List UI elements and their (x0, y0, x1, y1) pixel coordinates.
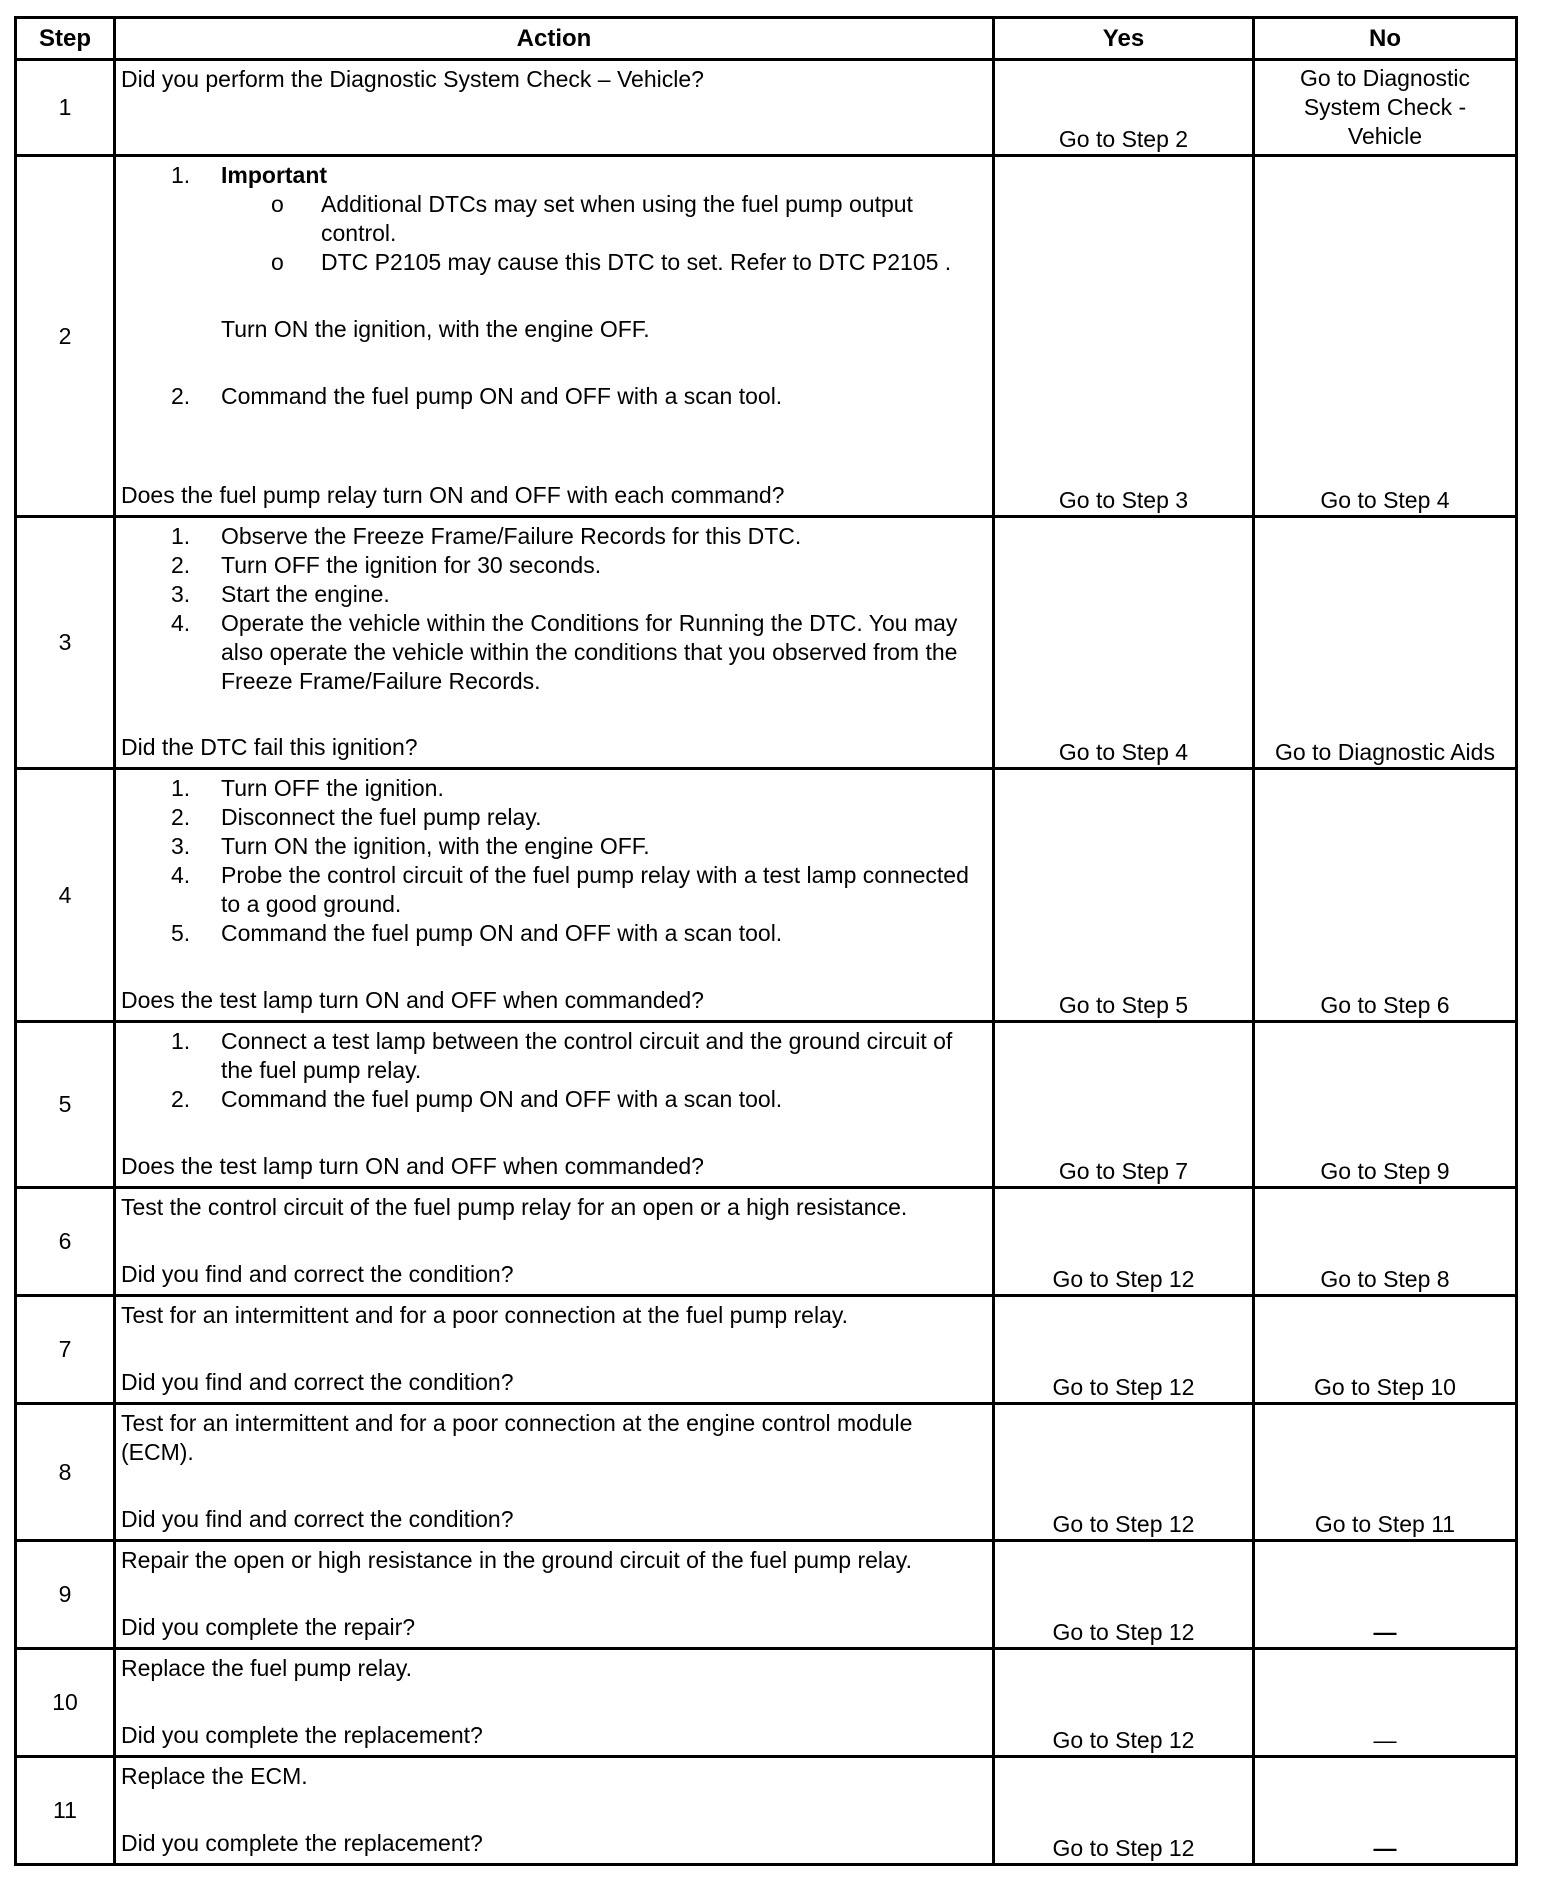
table-row (16, 1649, 1517, 1757)
action-text: Did you perform the Diagnostic System Check – Vehicle? (121, 66, 704, 92)
list-item (121, 522, 988, 551)
no-cell: Go to Step 8 (1254, 1188, 1517, 1296)
action-text: Test for an intermittent and for a poor connection at the fuel pump relay. (121, 1302, 849, 1328)
no-cell: — (1254, 1541, 1517, 1649)
action-text: Test the control circuit of the fuel pump relay for an open or a high resistance. (121, 1194, 908, 1220)
bullet-marker: o (271, 191, 284, 217)
yes-cell: Go to Step 3 (994, 156, 1254, 517)
yes-cell: Go to Step 2 (994, 60, 1254, 156)
no-cell: Go to Step 6 (1254, 769, 1517, 1022)
question-text: Did you complete the repair? (121, 1614, 416, 1640)
question-text: Did you complete the replacement? (121, 1722, 483, 1748)
step-instruction: Turn ON the ignition, with the engine OFF. (221, 316, 650, 342)
action-cell (115, 517, 994, 769)
question-text: Does the fuel pump relay turn ON and OFF with each command? (121, 482, 785, 508)
table-row (16, 60, 1517, 156)
list-text: Start the engine. (221, 581, 390, 607)
action-text: Repair the open or high resistance in the ground circuit of the fuel pump relay. (121, 1547, 912, 1573)
list-item (121, 919, 988, 948)
list-item (121, 774, 988, 803)
step-number: 6 (16, 1188, 115, 1296)
table-row (16, 517, 1517, 769)
step-number: 10 (16, 1649, 115, 1757)
list-item (121, 609, 988, 696)
bullet-text: DTC P2105 may cause this DTC to set. Refer to DTC P2105 . (321, 249, 952, 275)
action-cell (115, 156, 994, 517)
list-item (121, 861, 988, 919)
yes-cell: Go to Step 12 (994, 1649, 1254, 1757)
table-row (16, 769, 1517, 1022)
action-cell (115, 1541, 994, 1649)
question-text: Did the DTC fail this ignition? (121, 734, 418, 760)
no-cell: Go to Diagnostic Aids (1254, 517, 1517, 769)
action-cell (115, 1022, 994, 1188)
action-cell (115, 1757, 994, 1865)
no-cell: Go to Diagnostic System Check - Vehicle (1254, 60, 1517, 156)
question-text: Does the test lamp turn ON and OFF when commanded? (121, 987, 704, 1013)
list-item (121, 161, 988, 344)
yes-cell: Go to Step 12 (994, 1757, 1254, 1865)
list-text: Disconnect the fuel pump relay. (221, 804, 542, 830)
question-text: Did you find and correct the condition? (121, 1369, 514, 1395)
yes-cell: Go to Step 4 (994, 517, 1254, 769)
list-number: 2. (171, 552, 191, 578)
action-cell (115, 1649, 994, 1757)
list-number: 1. (171, 775, 191, 801)
list-text: Connect a test lamp between the control circuit and the ground circuit of the fuel pump relay. (221, 1028, 953, 1083)
list-item (121, 803, 988, 832)
table-row (16, 156, 1517, 517)
yes-cell: Go to Step 12 (994, 1296, 1254, 1404)
list-number: 2. (171, 804, 191, 830)
question-text: Does the test lamp turn ON and OFF when commanded? (121, 1153, 704, 1179)
action-cell (115, 1404, 994, 1541)
list-number: 1. (171, 523, 191, 549)
step-number: 1 (16, 60, 115, 156)
list-text: Command the fuel pump ON and OFF with a scan tool. (221, 1086, 783, 1112)
procedure-list (121, 774, 988, 948)
important-notes (221, 190, 988, 277)
list-text: Observe the Freeze Frame/Failure Records for this DTC. (221, 523, 802, 549)
procedure-list (121, 1027, 988, 1114)
diagnostic-table (14, 16, 1518, 1866)
list-number: 2. (171, 1086, 191, 1112)
list-number: 1. (171, 162, 191, 188)
list-number: 3. (171, 581, 191, 607)
step-number: 9 (16, 1541, 115, 1649)
action-text: Test for an intermittent and for a poor connection at the engine control module (ECM). (121, 1410, 913, 1465)
bullet-text: Additional DTCs may set when using the fuel pump output control. (321, 191, 913, 246)
table-row (16, 1757, 1517, 1865)
step-number: 3 (16, 517, 115, 769)
table-row (16, 1404, 1517, 1541)
action-cell (115, 1296, 994, 1404)
no-cell: Go to Step 9 (1254, 1022, 1517, 1188)
no-cell: Go to Step 11 (1254, 1404, 1517, 1541)
yes-cell: Go to Step 12 (994, 1404, 1254, 1541)
list-number: 2. (171, 383, 191, 409)
step-number: 4 (16, 769, 115, 1022)
procedure-list (121, 161, 988, 411)
list-text: Command the fuel pump ON and OFF with a scan tool. (221, 920, 783, 946)
no-cell: — (1254, 1757, 1517, 1865)
procedure-list (121, 522, 988, 696)
list-text: Operate the vehicle within the Conditions for Running the DTC. You may also operate the vehicle within the conditions that you observed from the Freeze Frame/Failure Records. (221, 610, 958, 694)
action-cell (115, 60, 994, 156)
list-item (121, 832, 988, 861)
list-item (121, 551, 988, 580)
list-number: 4. (171, 610, 191, 636)
question-text: Did you complete the replacement? (121, 1830, 483, 1856)
list-item (121, 1027, 988, 1085)
list-item (121, 382, 988, 411)
list-number: 1. (171, 1028, 191, 1054)
list-text: Turn OFF the ignition for 30 seconds. (221, 552, 602, 578)
step-number: 5 (16, 1022, 115, 1188)
header-no: No (1254, 18, 1517, 60)
bullet-item (221, 248, 988, 277)
no-cell: Go to Step 10 (1254, 1296, 1517, 1404)
list-item (121, 580, 988, 609)
step-number: 8 (16, 1404, 115, 1541)
table-row (16, 1022, 1517, 1188)
action-cell (115, 1188, 994, 1296)
list-text: Command the fuel pump ON and OFF with a scan tool. (221, 383, 783, 409)
action-cell (115, 769, 994, 1022)
question-text: Did you find and correct the condition? (121, 1261, 514, 1287)
yes-cell: Go to Step 12 (994, 1188, 1254, 1296)
question-text: Did you find and correct the condition? (121, 1506, 514, 1532)
step-number: 11 (16, 1757, 115, 1865)
list-number: 3. (171, 833, 191, 859)
step-number: 7 (16, 1296, 115, 1404)
yes-cell: Go to Step 7 (994, 1022, 1254, 1188)
yes-cell: Go to Step 5 (994, 769, 1254, 1022)
yes-cell: Go to Step 12 (994, 1541, 1254, 1649)
step-number: 2 (16, 156, 115, 517)
bullet-item (221, 190, 988, 248)
no-cell: — (1254, 1649, 1517, 1757)
list-text: Turn ON the ignition, with the engine OFF. (221, 833, 650, 859)
action-text: Replace the fuel pump relay. (121, 1655, 413, 1681)
header-action: Action (115, 18, 994, 60)
header-yes: Yes (994, 18, 1254, 60)
list-text: Probe the control circuit of the fuel pump relay with a test lamp connected to a good ground. (221, 862, 969, 917)
table-row (16, 1188, 1517, 1296)
header-row (16, 18, 1517, 60)
list-number: 4. (171, 862, 191, 888)
header-step: Step (16, 18, 115, 60)
list-number: 5. (171, 920, 191, 946)
list-item (121, 1085, 988, 1114)
no-cell: Go to Step 4 (1254, 156, 1517, 517)
list-text: Turn OFF the ignition. (221, 775, 444, 801)
action-text: Replace the ECM. (121, 1763, 308, 1789)
bullet-marker: o (271, 249, 284, 275)
table-row (16, 1541, 1517, 1649)
important-label: Important (221, 162, 328, 188)
table-row (16, 1296, 1517, 1404)
